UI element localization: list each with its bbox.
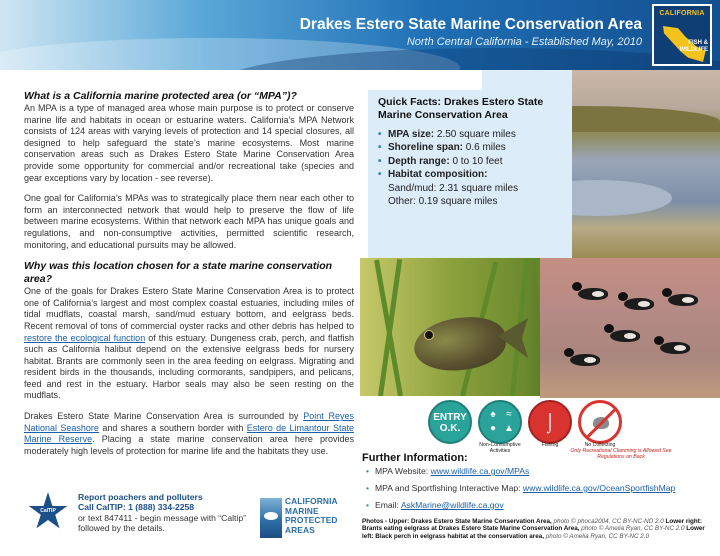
report-heading: Report poachers and polluters bbox=[78, 492, 203, 502]
mpa-logo-line: CALIFORNIA bbox=[285, 496, 338, 506]
bird-head bbox=[564, 348, 574, 357]
page-subtitle: North Central California - Established May, 2010 bbox=[406, 36, 642, 48]
diving-icon: ● bbox=[489, 423, 497, 434]
activity-badges bbox=[428, 396, 720, 460]
credits-lower-left-label: Lower left: bbox=[362, 525, 705, 540]
link-estero-de-limantour[interactable]: Estero de Limantour State Marine Reserve bbox=[24, 422, 354, 445]
fishing-badge bbox=[528, 400, 572, 444]
text-segment: . Placing a state marine conservation area here provides moderately high levels of protection for marine life and the habitats they use. bbox=[24, 434, 354, 456]
fact-habitat bbox=[378, 168, 556, 181]
credits-lower-right-source: photo © Amelia Ryan, CC BY-NC 2.0 bbox=[581, 525, 685, 533]
footer-left bbox=[0, 488, 356, 556]
fact-label: Shoreline span: bbox=[388, 142, 464, 154]
bird-patch bbox=[682, 297, 694, 303]
fact-value: 2.50 square miles bbox=[436, 129, 516, 140]
credits-upper-source: photo © phoca2004, CC BY-NC-ND 2.0 bbox=[553, 518, 664, 525]
fish-hook-icon: ⌡ bbox=[544, 412, 556, 432]
mpa-logo-text bbox=[285, 497, 355, 535]
paragraph-location-reasons bbox=[24, 286, 354, 402]
quick-facts-box bbox=[368, 90, 558, 272]
page-title: Drakes Estero State Marine Conservation Area bbox=[299, 16, 642, 33]
main-text-column bbox=[24, 90, 354, 466]
credits-lower-left-source: photo © Amelia Ryan, CC BY-NC 2.0 bbox=[545, 532, 650, 540]
section-heading-why-location: Why was this location chosen for a state marine conservation area? bbox=[24, 260, 333, 286]
logo-top-text: CALIFORNIA bbox=[659, 10, 705, 17]
brant-bird bbox=[610, 330, 640, 342]
bird-patch bbox=[592, 291, 604, 297]
california-mpa-logo bbox=[260, 494, 346, 542]
section-heading-what-is-mpa: What is a California marine protected area (or “MPA”)? bbox=[24, 90, 297, 102]
mpa-logo-line: MARINE bbox=[285, 505, 319, 516]
brant-bird bbox=[660, 342, 690, 354]
hiking-icon: ♠ bbox=[490, 409, 496, 420]
fact-mpa-size bbox=[378, 128, 556, 141]
caltip-logo bbox=[28, 492, 68, 532]
paragraph-surroundings bbox=[24, 411, 354, 457]
bird-head bbox=[604, 324, 614, 333]
bullet-icon: • bbox=[378, 142, 382, 154]
fact-shoreline bbox=[378, 141, 556, 154]
photo-credits bbox=[362, 518, 718, 540]
fact-value: 0 to 10 feet bbox=[452, 155, 503, 167]
brant-bird bbox=[668, 294, 698, 306]
text-segment: Drakes Estero State Marine Conservation Area is surrounded by bbox=[24, 411, 299, 422]
text-segment: and shares a southern border with bbox=[102, 422, 244, 433]
credits-label: Photos - Upper: bbox=[362, 518, 410, 525]
quick-facts-list bbox=[378, 128, 556, 208]
brant-bird bbox=[624, 298, 654, 310]
surfing-icon: ▲ bbox=[504, 423, 514, 434]
fishing-caption: Fishing bbox=[541, 442, 559, 448]
no-collecting-caption: No Collecting bbox=[584, 442, 616, 448]
credits-lower-right-label: Lower right: bbox=[665, 518, 702, 525]
link-point-reyes[interactable]: Point Reyes National Seashore bbox=[24, 411, 354, 433]
bird-head bbox=[572, 282, 582, 291]
mpa-logo-line: PROTECTED bbox=[285, 515, 338, 526]
swimming-icon: ≈ bbox=[506, 409, 512, 420]
bird-head bbox=[654, 336, 664, 345]
paragraph-mpa-definition: An MPA is a type of managed area whose main purpose is to protect or conserve marine life and habitats in ocean or estuarine waters. California’s MPA Network consists of 124 areas with varying levels of protection and 14 special closures, all designed to help safeguard the state’s marine ecosystems. Most marine conservation areas such as Drakes Estero State Marine Conservation Area provide some opportunity for commercial and/or recreational take (species and gear exceptions vary by location - see reverse). bbox=[24, 103, 354, 183]
perch-fish bbox=[412, 313, 509, 374]
info-label: Email: bbox=[375, 500, 399, 510]
credits-upper: Drakes Estero State Marine Conservation Area, bbox=[410, 518, 552, 525]
bullet-icon: • bbox=[378, 155, 382, 167]
bullet-icon: • bbox=[366, 500, 370, 510]
text-segment: One of the goals for Drakes Estero State Marine Conservation Area is to protect one of California’s largest and most complex coastal estuaries, including miles of tidal mudflats, coastal marsh, sand/mud estuary bottom, and eelgrass beds. Recent removal of tons of commercial oyster racks and other debris has helped to bbox=[24, 286, 354, 331]
text-segment: of this estuary. Dungeness crab, perch, and flatfish such as California halibut depend on the extensive eelgrass beds for nursery habitat. Brants are commonly seen in the area feeding on eelgrass. Migrating and resident birds in the thousands, including cormorants, sandpipers, and pelicans, feed and rest in the estuary. Harbor seals may also be seen resting on the mudflats. bbox=[24, 332, 354, 401]
brant-bird bbox=[570, 354, 600, 366]
info-label: MPA and Sportfishing Interactive Map: bbox=[375, 483, 521, 493]
bird-head bbox=[662, 288, 672, 297]
bullet-icon: • bbox=[378, 169, 382, 181]
bullet-icon: • bbox=[378, 129, 382, 140]
report-phone: Call CalTIP: 1 (888) 334-2258 bbox=[78, 502, 195, 513]
logo-bottom-text: FISH & WILDLIFE bbox=[679, 40, 708, 53]
bullet-icon: • bbox=[366, 466, 370, 476]
info-website bbox=[366, 466, 716, 476]
bullet-icon: • bbox=[366, 483, 370, 493]
fishing-note: Only Recreational Clamming is Allowed See Regulations on Back bbox=[570, 448, 672, 460]
fact-habitat-other: Other: 0.19 square miles bbox=[388, 196, 498, 208]
info-email bbox=[366, 500, 716, 510]
bird-head bbox=[618, 292, 628, 301]
nca-caption: Non-Consumptive Activities bbox=[479, 442, 521, 454]
bird-patch bbox=[584, 357, 596, 363]
fact-value: 0.6 miles bbox=[465, 142, 506, 154]
brant-bird bbox=[578, 288, 608, 300]
fish-wildlife-logo bbox=[652, 4, 712, 66]
fish-eye bbox=[424, 330, 434, 340]
entry-ok-badge: ENTRY O.K. bbox=[428, 400, 472, 444]
bird-patch bbox=[674, 345, 686, 351]
link-restore-ecological-function[interactable]: restore the ecological function bbox=[24, 332, 146, 343]
fish-tail bbox=[498, 318, 528, 358]
link-email[interactable]: AskMarine@wildlife.ca.gov bbox=[400, 500, 504, 510]
non-consumptive-badge bbox=[478, 400, 522, 444]
fact-habitat-sand: Sand/mud: 2.31 square miles bbox=[388, 182, 519, 194]
credits-lower-right: Brants eating eelgrass at Drakes Estero State Marine Conservation Area, bbox=[362, 525, 580, 533]
caltip-logo-text: CalTIP bbox=[40, 508, 56, 514]
fact-label: Depth range: bbox=[388, 155, 450, 167]
info-map bbox=[366, 483, 716, 493]
further-info-title: Further Information: bbox=[362, 452, 468, 464]
header-banner bbox=[0, 0, 720, 70]
no-collecting-badge bbox=[578, 400, 622, 444]
report-text: or text 847411 - begin message with “Caltip” followed by the details. bbox=[78, 512, 246, 534]
link-mpa-website[interactable]: www.wildlife.ca.gov/MPAs bbox=[430, 466, 530, 476]
fact-depth bbox=[378, 155, 556, 168]
further-info-list bbox=[366, 466, 716, 517]
link-interactive-map[interactable]: www.wildlife.ca.gov/OceanSportfishMap bbox=[522, 483, 676, 493]
prohibited-icon bbox=[582, 405, 619, 442]
bird-patch bbox=[624, 333, 636, 339]
mpa-logo-line: AREAS bbox=[285, 524, 315, 535]
report-poachers bbox=[78, 492, 248, 534]
fact-label: MPA size: bbox=[388, 129, 435, 140]
quick-facts-title: Quick Facts: Drakes Estero State Marine Conservation Area bbox=[378, 96, 544, 121]
info-label: MPA Website: bbox=[375, 466, 429, 476]
brants-photo bbox=[540, 258, 720, 398]
bird-patch bbox=[638, 301, 650, 307]
paragraph-network-goal: One goal for California’s MPAs was to strategically place them near each other to form an interconnected network that would help to preserve the flow of life between marine ecosystems. Within that network each MPA has unique goals and regulations, and non-consumptive activities, permitted scientific research, monitoring, and educational pursuits may be allowed. bbox=[24, 193, 354, 250]
fact-label: Habitat composition: bbox=[388, 169, 488, 181]
credits-lower-left: Black perch in eelgrass habitat at the conservation area, bbox=[375, 532, 544, 540]
fish-icon bbox=[260, 498, 282, 538]
